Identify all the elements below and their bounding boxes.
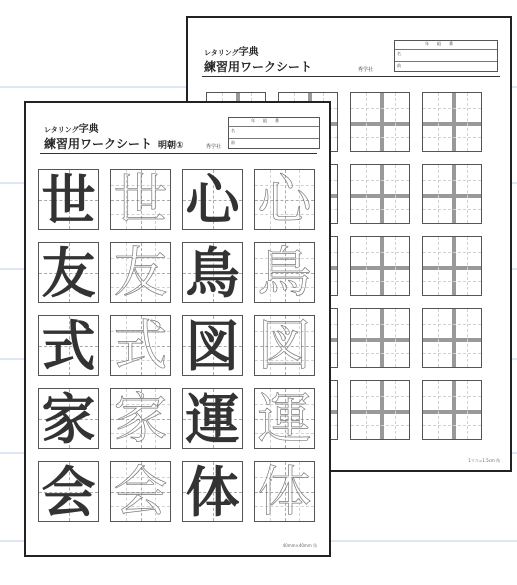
trace-character: 会 — [113, 461, 168, 522]
brand-big-text: 字典 — [238, 47, 259, 58]
info-row-divider — [395, 61, 497, 62]
model-character: 世 — [41, 169, 96, 230]
front-subtitle: 明朝① — [158, 141, 184, 151]
trace-character-cell — [254, 315, 315, 376]
model-character: 式 — [41, 315, 96, 376]
info-row-divider — [395, 49, 497, 50]
trace-character: 運 — [257, 388, 312, 449]
grid-guide-line — [395, 237, 396, 295]
back-header-rule — [202, 76, 500, 77]
grid-guide-line — [423, 108, 481, 109]
grid-guide-line — [351, 396, 409, 397]
front-publisher: 秀学社 — [206, 144, 222, 150]
trace-character: 体 — [257, 461, 312, 522]
grid-guide-line — [366, 165, 367, 223]
info-label-mae: 前 — [397, 63, 401, 68]
model-character-cell — [38, 461, 99, 522]
model-character: 鳥 — [185, 242, 240, 303]
grid-guide-line — [395, 381, 396, 439]
model-character-cell — [182, 169, 243, 230]
grid-guide-line — [351, 410, 409, 414]
trace-character: 友 — [113, 242, 168, 303]
info-row-divider — [229, 138, 319, 139]
trace-character: 鳥 — [257, 242, 312, 303]
trace-character: 世 — [113, 169, 168, 230]
grid-guide-line — [423, 324, 481, 325]
info-label-mae: 前 — [231, 140, 235, 145]
grid-guide-line — [366, 381, 367, 439]
grid-guide-line — [467, 309, 468, 367]
grid-guide-line — [351, 338, 409, 342]
front-sheet-title — [44, 135, 184, 152]
grid-guide-line — [351, 108, 409, 109]
grid-guide-line — [395, 165, 396, 223]
grid-guide-line — [351, 353, 409, 354]
grid-guide-line — [395, 93, 396, 151]
model-character-cell — [38, 388, 99, 449]
grid-guide-line — [438, 309, 439, 367]
grid-guide-line — [438, 93, 439, 151]
model-character-cell — [38, 315, 99, 376]
practice-cell — [350, 92, 410, 152]
info-row-divider — [229, 126, 319, 127]
trace-character-cell — [110, 169, 171, 230]
back-footer: 1マス=1.5cm 角 — [468, 458, 500, 463]
model-character-cell — [182, 388, 243, 449]
trace-character-cell — [254, 388, 315, 449]
model-character-cell — [38, 169, 99, 230]
grid-guide-line — [423, 338, 481, 342]
grid-guide-line — [423, 266, 481, 270]
grid-guide-line — [351, 324, 409, 325]
grid-guide-line — [423, 180, 481, 181]
grid-guide-line — [351, 425, 409, 426]
grid-guide-line — [351, 137, 409, 138]
grid-guide-line — [423, 353, 481, 354]
grid-guide-line — [366, 93, 367, 151]
grid-guide-line — [351, 252, 409, 253]
trace-character-cell — [254, 242, 315, 303]
practice-cell — [422, 236, 482, 296]
grid-guide-line — [423, 410, 481, 414]
grid-guide-line — [467, 93, 468, 151]
grid-guide-line — [423, 137, 481, 138]
practice-cell — [350, 308, 410, 368]
grid-guide-line — [423, 252, 481, 253]
grid-guide-line — [467, 165, 468, 223]
info-label-name: 名 — [397, 51, 401, 56]
practice-cell — [422, 164, 482, 224]
grid-guide-line — [467, 237, 468, 295]
grid-guide-line — [351, 194, 409, 198]
brand-small-text: レタリング — [204, 49, 239, 57]
front-footer: 40mm×40mm 角 — [282, 543, 317, 548]
grid-guide-line — [423, 194, 481, 198]
grid-guide-line — [351, 266, 409, 270]
trace-character: 家 — [113, 388, 168, 449]
model-character-cell — [182, 315, 243, 376]
grid-guide-line — [351, 209, 409, 210]
grid-guide-line — [438, 237, 439, 295]
grid-guide-line — [438, 165, 439, 223]
grid-guide-line — [423, 281, 481, 282]
grid-guide-line — [438, 381, 439, 439]
practice-cell — [350, 380, 410, 440]
practice-cell — [350, 164, 410, 224]
model-character: 家 — [41, 388, 96, 449]
back-info-box — [394, 40, 498, 72]
info-header: 年 組 番 — [425, 41, 453, 46]
front-header-rule — [40, 153, 317, 154]
grid-guide-line — [351, 122, 409, 126]
practice-cell — [422, 380, 482, 440]
brand-small-text: レタリング — [44, 126, 79, 134]
back-sheet-title: 練習用ワークシート — [204, 60, 313, 74]
trace-character-cell — [110, 461, 171, 522]
trace-character: 心 — [257, 169, 312, 230]
practice-cell — [350, 236, 410, 296]
model-character: 運 — [185, 388, 240, 449]
trace-character-cell — [110, 242, 171, 303]
trace-character-cell — [254, 461, 315, 522]
model-character-cell — [182, 242, 243, 303]
back-brand-logo — [204, 40, 259, 59]
model-character: 心 — [185, 169, 240, 230]
grid-guide-line — [351, 281, 409, 282]
front-title-text: 練習用ワークシート — [44, 137, 153, 151]
trace-character: 式 — [113, 315, 168, 376]
practice-cell — [422, 92, 482, 152]
front-info-box — [228, 117, 320, 149]
grid-guide-line — [351, 180, 409, 181]
model-character: 体 — [185, 461, 240, 522]
brand-big-text: 字典 — [78, 124, 99, 135]
grid-guide-line — [423, 209, 481, 210]
front-worksheet — [24, 101, 331, 557]
trace-character-cell — [110, 315, 171, 376]
model-character-cell — [38, 242, 99, 303]
grid-guide-line — [423, 425, 481, 426]
model-character-cell — [182, 461, 243, 522]
back-publisher: 秀学社 — [358, 67, 374, 73]
trace-character-cell — [110, 388, 171, 449]
practice-cell — [422, 308, 482, 368]
grid-guide-line — [467, 381, 468, 439]
model-character: 会 — [41, 461, 96, 522]
model-character: 図 — [185, 315, 240, 376]
trace-character: 図 — [257, 315, 312, 376]
info-label-name: 名 — [231, 128, 235, 133]
model-character: 友 — [41, 242, 96, 303]
front-brand-logo — [44, 117, 99, 136]
grid-guide-line — [423, 122, 481, 126]
trace-character-cell — [254, 169, 315, 230]
grid-guide-line — [395, 309, 396, 367]
grid-guide-line — [423, 396, 481, 397]
grid-guide-line — [366, 309, 367, 367]
grid-guide-line — [366, 237, 367, 295]
info-header: 年 組 番 — [251, 118, 279, 123]
